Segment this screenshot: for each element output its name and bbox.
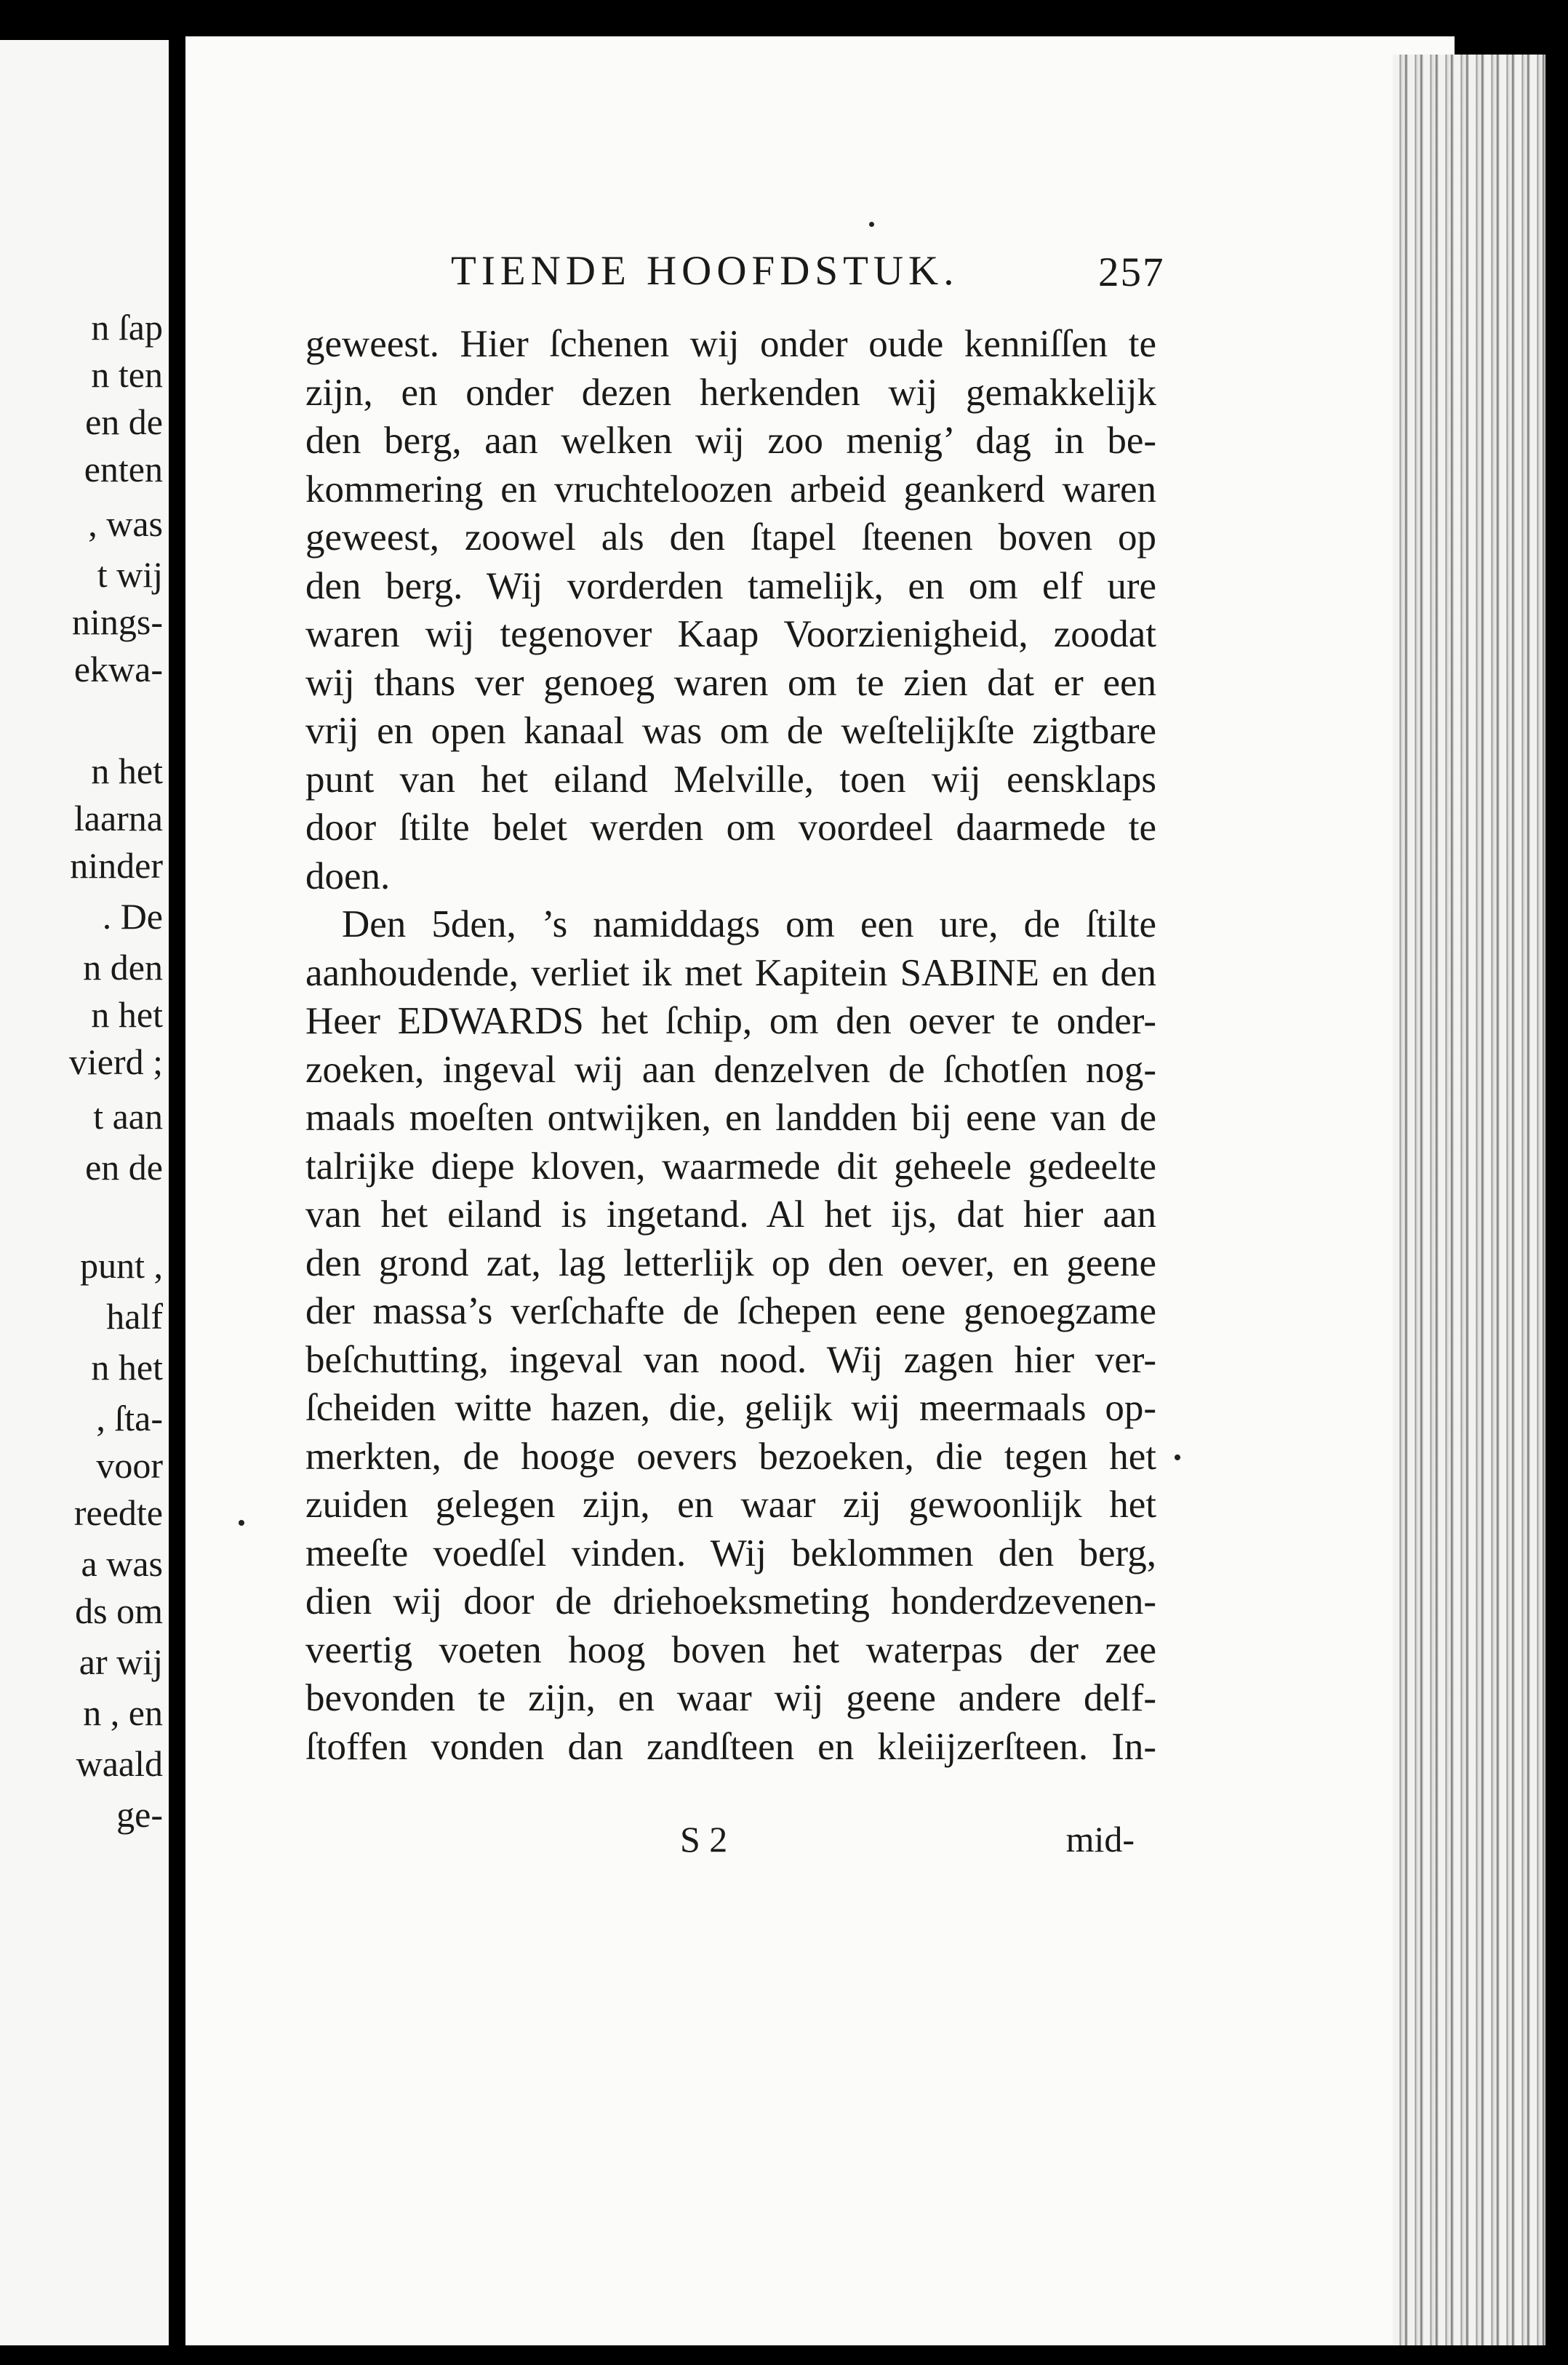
page-number: 257 <box>1098 249 1165 295</box>
ink-speck <box>239 1520 244 1526</box>
text-line: geweest. Hier ſchenen wij onder oude kenniſſen te <box>305 323 1156 365</box>
text-line: geweest, zoowel als den ſtapel ſteenen boven op <box>305 516 1156 559</box>
previous-page-line: n ten <box>91 354 163 395</box>
previous-page-line: ge- <box>116 1794 163 1835</box>
text-line: van het eiland is ingetand. Al het ijs, dat hier aan <box>305 1193 1156 1236</box>
previous-page-line: en de <box>85 401 163 442</box>
text-line: kommering en vruchteloozen arbeid geankerd waren <box>305 468 1156 511</box>
previous-page-line: a was <box>81 1543 163 1584</box>
text-line: aanhoudende, verliet ik met Kapitein SABINE en den <box>305 951 1156 994</box>
text-line: den berg. Wij vorderden tamelijk, en om elf ure <box>305 564 1156 607</box>
text-line: beſchutting, ingeval van nood. Wij zagen hier ver- <box>305 1338 1156 1381</box>
previous-page-line: , was <box>88 503 163 544</box>
text-line: vrij en open kanaal was om de weſtelijkſte zigtbare <box>305 710 1156 752</box>
text-line: den grond zat, lag letterlijk op den oever, en geene <box>305 1241 1156 1284</box>
previous-page-line: , ſta- <box>96 1398 163 1438</box>
text-line: talrijke diepe kloven, waarmede dit geheele gedeelte <box>305 1145 1156 1188</box>
previous-page-line: nings- <box>72 601 163 642</box>
previous-page-line: vierd ; <box>68 1041 163 1082</box>
previous-page-line: ninder <box>70 845 163 886</box>
previous-page-line: punt , <box>80 1245 163 1286</box>
text-line: door ſtilte belet werden om voordeel daarmede te <box>305 807 1156 849</box>
text-line: zoeken, ingeval wij aan denzelven de ſchotſen nog- <box>305 1048 1156 1091</box>
previous-page-line: n den <box>83 947 163 988</box>
text-line: zijn, en onder dezen herkenden wij gemakkelijk <box>305 371 1156 414</box>
previous-page-line: laarna <box>73 798 163 839</box>
text-line: wij thans ver genoeg waren om te zien dat er een <box>305 661 1156 704</box>
text-line: veertig voeten hoog boven het waterpas der zee <box>305 1628 1156 1671</box>
previous-page-line: reedte <box>73 1492 163 1533</box>
previous-page-line: n , en <box>83 1692 163 1733</box>
paragraph-start-line: Den 5den, ’s namiddags om een ure, de ſtilte <box>342 903 1156 945</box>
text-line: merkten, de hooge oevers bezoeken, die tegen het <box>305 1435 1156 1478</box>
previous-page-line: ekwa- <box>73 649 163 689</box>
previous-page-line: n het <box>91 751 163 791</box>
previous-page-line: t aan <box>93 1096 163 1137</box>
ink-speck <box>869 222 874 227</box>
running-head <box>451 247 1185 295</box>
previous-page-fragment <box>0 40 169 2345</box>
page-body <box>305 320 1156 1771</box>
previous-page-line: ar wij <box>79 1641 163 1682</box>
previous-page-line: waald <box>76 1743 163 1784</box>
text-line: der massa’s verſchafte de ſchepen eene genoegzame <box>305 1290 1156 1332</box>
text-line: den berg, aan welken wij zoo menig’ dag in be- <box>305 420 1156 462</box>
catchword: mid- <box>1065 1819 1135 1860</box>
chapter-title: TIENDE HOOFDSTUK. <box>451 248 959 294</box>
text-line: ſtoffen vonden dan zandſteen en kleiijzerſteen. In- <box>305 1725 1156 1768</box>
previous-page-line: t wij <box>97 554 163 595</box>
text-line: waren wij tegenover Kaap Voorzienigheid, zoodat <box>305 613 1156 655</box>
text-line: maals moeſten ontwijken, en landden bij eene van de <box>305 1097 1156 1139</box>
previous-page-line: ds om <box>75 1590 163 1631</box>
text-line: Heer EDWARDS het ſchip, om den oever te onder- <box>305 1000 1156 1042</box>
previous-page-line: enten <box>84 449 163 489</box>
text-line: doen. <box>305 855 391 897</box>
signature-mark: S 2 <box>680 1819 728 1860</box>
previous-page-line: half <box>106 1296 163 1337</box>
previous-page-line: . De <box>102 896 163 937</box>
text-line: meeſte voedſel vinden. Wij beklommen den berg, <box>305 1532 1156 1574</box>
text-line: zuiden gelegen zijn, en waar zij gewoonlijk het <box>305 1484 1156 1526</box>
text-line: ſcheiden witte hazen, die, gelijk wij meermaals op- <box>305 1387 1156 1429</box>
previous-page-line: en de <box>85 1147 163 1188</box>
text-line: punt van het eiland Melville, toen wij eensklaps <box>305 758 1156 801</box>
previous-page-line: n het <box>91 1347 163 1388</box>
previous-page-line: n het <box>91 994 163 1035</box>
page-block-edges <box>1393 55 1545 2345</box>
ink-speck <box>1175 1454 1180 1460</box>
previous-page-line: n ſap <box>91 307 163 348</box>
text-line: bevonden te zijn, en waar wij geene andere delf- <box>305 1677 1156 1719</box>
text-line: dien wij door de driehoeksmeting honderdzevenen- <box>305 1580 1156 1622</box>
previous-page-line: voor <box>96 1445 163 1486</box>
